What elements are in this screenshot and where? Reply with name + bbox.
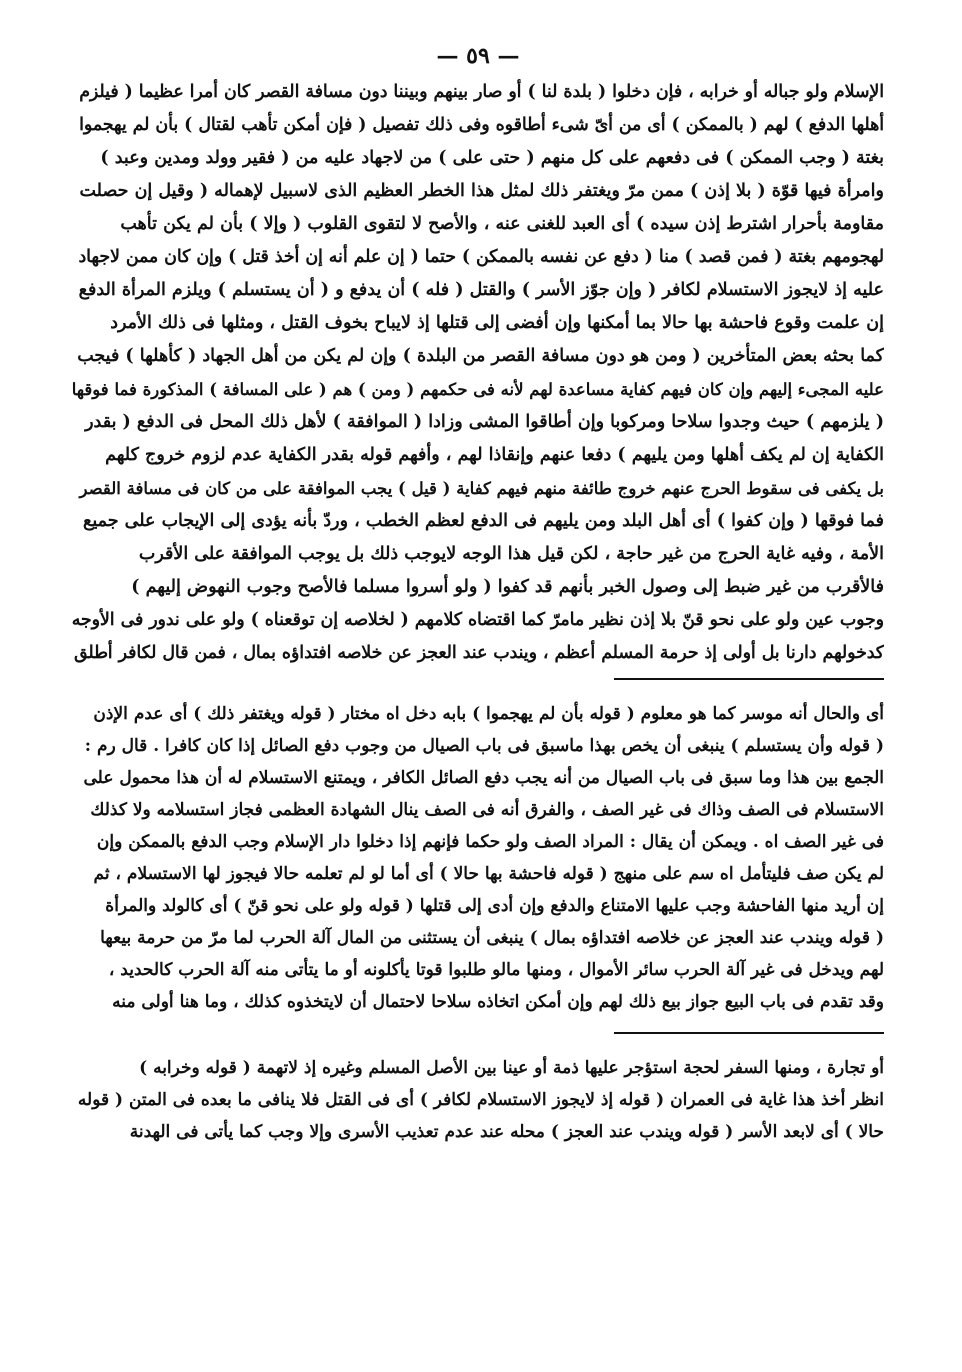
main-text-line: إن علمت وقوع فاحشة بها حالا بما أمكنها وإن أفضى إلى قتلها إذ لايباح بخوف القتل ، ومثلها فى ذلك الأمرد bbox=[110, 313, 884, 333]
main-text-line: ( يلزمهم ) حيث وجدوا سلاحا ومركوبا وإن أطاقوا المشى وزادا ( الموافقة ) لأهل ذلك المحل فى الدفع ( بقدر bbox=[85, 412, 884, 432]
main-text-line: فما فوقها ( وإن كفوا ) أى أهل البلد ومن يليهم فى الدفع لعظم الخطب ، وردّ بأنه يؤدى إلى الإيجاب على جميع bbox=[83, 511, 884, 531]
main-text-line: كدخولهم دارنا بل أولى إذ حرمة المسلم أعظم ، ويندب عند العجز عن خلاصه افتداؤه بمال ، فمن قال لكافر أطلق bbox=[73, 643, 884, 663]
main-text-line: أهلها الدفع ) لهم ( بالممكن ) أى من أىّ شىء أطاقوه وفى ذلك تفصيل ( فإن أمكن تأهب لقتال ) بأن لم يهجموا bbox=[79, 115, 884, 135]
commentary-line: إن أريد منها الفاحشة وجب عليها الامتناع والدفع وإن أدى إلى قتلها ( قوله ولو على نحو قنّ ) أى كالولد والمرأة bbox=[105, 896, 884, 916]
commentary-line: لهم ويدخل فى غير آلة الحرب سائر الأموال ، ومنها مالو طلبوا قوتا يأكلونه أو ما يتأتى منه آلة الحرب كالحديد ، bbox=[108, 960, 884, 980]
commentary-line: فى غير الصف اه . ويمكن أن يقال : المراد الصف ولو حكما فإنهم إذا دخلوا دار الإسلام وجب الدفع بالممكن وإن bbox=[96, 832, 884, 852]
main-text-line: بل يكفى فى سقوط الحرج عنهم خروج طائفة منهم فيهم كفاية ( قيل ) يجب الموافقة على من كان فى مسافة القصر bbox=[79, 479, 884, 498]
footnote-line: أو تجارة ، ومنها السفر لحجة استؤجر عليها ذمة أو عينا بين الأصل المسلم وغيره إذ لاتهمة ( قوله وخرابه ) bbox=[139, 1058, 884, 1078]
main-text-line: كما بحثه بعض المتأخرين ( ومن هو دون مسافة القصر من البلدة ) وإن لم يكن من أهل الجهاد ( كأهلها ) فيجب bbox=[77, 346, 884, 366]
commentary-line: ( قوله وأن يستسلم ) ينبغى أن يخص بهذا ماسبق فى باب الصيال من وجوب دفع الصائل إذا كان كافرا . قال رم : bbox=[84, 736, 884, 756]
commentary-line: لم يكن صف فليتأمل اه سم على منهج ( قوله فاحشة بها حالا ) أى أما لو لم تعلمه حالا فيجوز لها الاستسلام ، ثم bbox=[93, 864, 884, 884]
commentary-line: الاستسلام فى الصف وذاك فى غير الصف ، والفرق أنه فى الصف ينال الشهادة العظمى فجاز استسلامه ولا كذلك bbox=[90, 800, 884, 820]
main-text-line: وجوب عين ولو على نحو قنّ بلا إذن نظير مامرّ كما اقتضاه كلامهم ( لخلاصه إن توقعناه ) ولو على ندور فى الأوجه bbox=[72, 610, 884, 630]
main-text-line: مقاومة بأحرار اشترط إذن سيده ) أى العبد للغنى عنه ، والأصح لا لتقوى القلوب ( وإلا ) بأن لم يكن تأهب bbox=[120, 214, 884, 234]
main-text-line: عليه المجىء إليهم وإن كان فيهم كفاية مساعدة لهم لأنه فى حكمهم ( ومن ) هم ( على المسافة ) المذكورة فما فوقها bbox=[72, 380, 884, 399]
main-text-line: بغتة ( وجب الممكن ) فى دفعهم على كل منهم ( حتى على ) من لاجهاد عليه من ( فقير وولد ومدين وعبد ) bbox=[100, 148, 884, 168]
main-text-line: وامرأة فيها قوّة ( بلا إذن ) ممن مرّ ويغتفر ذلك لمثل هذا الخطر العظيم الذى لاسبيل لإهماله ( وقيل إن حصلت bbox=[79, 181, 884, 201]
main-text-line: الكفاية إن لم يكف أهلها ومن يليهم ) دفعا عنهم وإنقاذا لهم ، وأفهم قوله بقدر الكفاية عدم لزوم خروج كلهم bbox=[105, 445, 884, 465]
main-text bbox=[72, 76, 884, 670]
separator-rule-2 bbox=[614, 1032, 884, 1034]
commentary-line: وقد تقدم فى باب البيع جواز بيع ذلك لهم وإن أمكن اتخاذه سلاحا لاحتمال أن لايتخذوه كذلك ، وما هنا أولى منه bbox=[112, 992, 884, 1012]
footnote-line: انظر أخذ هذا غاية فى العمران ( قوله إذ لايجوز الاستسلام لكافر ) أى فى القتل فلا ينافى ما بعده فى المتن ( قوله bbox=[77, 1090, 884, 1110]
commentary-line: ( قوله ويندب عند العجز عن خلاصه افتداؤه بمال ) ينبغى أن يستثنى من المال آلة الحرب لما مرّ من حرمة بيعها bbox=[100, 928, 884, 948]
main-text-line: فالأقرب من غير ضبط إلى وصول الخبر بأنهم قد كفوا ( ولو أسروا مسلما فالأصح وجوب النهوض إليهم ) bbox=[131, 577, 884, 597]
separator-rule bbox=[614, 678, 884, 680]
main-text-line: الأمة ، وفيه غاية الحرج من غير حاجة ، لكن قيل هذا الوجه لايوجب ذلك بل يوجب الموافقة على الأقرب bbox=[138, 544, 884, 564]
commentary-text bbox=[72, 698, 884, 1018]
footnote-text bbox=[72, 1052, 884, 1148]
main-text-line: الإسلام ولو جباله أو خرابه ، فإن دخلوا ( بلدة لنا ) أو صار بينهم وبيننا دون مسافة القصر كان أمرا عظيما ( فيلزم bbox=[79, 82, 884, 102]
page-number: — ٥٩ — bbox=[436, 43, 520, 69]
book-page bbox=[72, 36, 884, 1148]
commentary-line: أى والحال أنه موسر كما هو معلوم ( قوله بأن لم يهجموا ) بابه دخل اه مختار ( قوله ويغتفر ذلك ) أى عدم الإذن bbox=[93, 704, 884, 724]
footnote-line: حالا ) أى لابعد الأسر ( قوله ويندب عند العجز ) محله عند عدم تعذيب الأسرى وإلا وجب كما يأتى فى الهدنة bbox=[129, 1122, 884, 1142]
main-text-line: عليه إذ لايجوز الاستسلام لكافر ( وإن جوّز الأسر ) والقتل ( فله ) أن يدفع و ( أن يستسلم ) ويلزم المرأة الدفع bbox=[78, 280, 884, 300]
main-text-line: لهجومهم بغتة ( فمن قصد ) منا ( دفع عن نفسه بالممكن ) حتما ( إن علم أنه إن أخذ قتل ) وإن كان ممن لاجهاد bbox=[78, 247, 884, 267]
commentary-line: الجمع بين هذا وما سبق فى باب الصيال من أنه يجب دفع الصائل الكافر ، ويمتنع الاستسلام له أن هذا محمول على bbox=[83, 768, 884, 788]
